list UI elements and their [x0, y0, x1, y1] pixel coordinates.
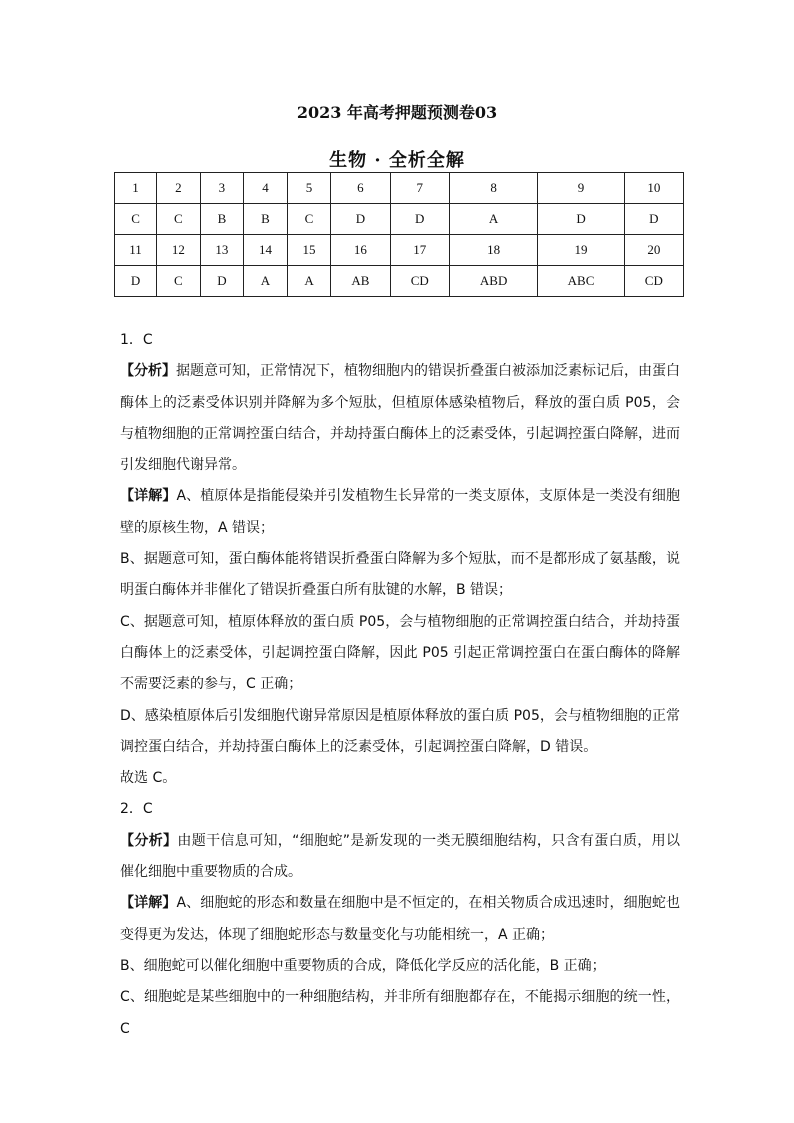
table-cell: 5	[287, 173, 331, 204]
table-cell: 17	[390, 235, 449, 266]
question-heading: 2．C	[120, 801, 153, 818]
table-row	[115, 204, 684, 235]
table-cell: D	[390, 204, 449, 235]
analysis-paragraph	[120, 356, 680, 481]
table-cell: CD	[390, 266, 449, 297]
table-cell: A	[244, 266, 288, 297]
table-cell: AB	[331, 266, 390, 297]
table-row	[115, 266, 684, 297]
detail-paragraph	[120, 481, 680, 544]
table-cell: 12	[157, 235, 201, 266]
analysis-text: 据题意可知，正常情况下，植物细胞内的错误折叠蛋白被添加泛素标记后，由蛋白酶体上的泛素受体识别并降解为多个短肽，但植原体感染植物后，释放的蛋白质 P05，会与植物细胞的正常调控蛋白结合，并劫持蛋白酶体上的泛素受体，引起调控蛋白降解，进而引发细胞代谢异常。	[120, 363, 680, 474]
document-subtitle: 生物 · 全析全解	[329, 150, 465, 171]
table-cell: 1	[115, 173, 157, 204]
table-cell: B	[244, 204, 288, 235]
detail-option-c: C、细胞蛇是某些细胞中的一种细胞结构，并非所有细胞都存在，不能揭示细胞的统一性，C	[120, 989, 680, 1037]
table-cell: 14	[244, 235, 288, 266]
detail-paragraph	[120, 888, 680, 951]
analysis-text: 由题干信息可知，“细胞蛇”是新发现的一类无膜细胞结构，只含有蛋白质，用以催化细胞中重要物质的合成。	[120, 832, 680, 881]
solution-body	[120, 325, 680, 1045]
answer-table	[114, 172, 684, 297]
table-cell: 16	[331, 235, 390, 266]
detail-option-c: C、据题意可知，植原体释放的蛋白质 P05，会与植物细胞的正常调控蛋白结合，并劫持蛋白酶体上的泛素受体，引起调控蛋白降解，因此 P05 引起正常调控蛋白在蛋白酶体的降解不需要泛素的参与，C 正确；	[120, 613, 680, 693]
detail-tag: 【详解】	[120, 895, 177, 912]
table-cell: D	[331, 204, 390, 235]
detail-option-d: D、感染植原体后引发细胞代谢异常原因是植原体释放的蛋白质 P05，会与植物细胞的正常调控蛋白结合，并劫持蛋白酶体上的泛素受体，引起调控蛋白降解，D 错误。	[120, 707, 680, 755]
table-cell: ABD	[449, 266, 538, 297]
table-cell: 19	[538, 235, 624, 266]
table-cell: 9	[538, 173, 624, 204]
table-cell: C	[157, 266, 201, 297]
table-cell: 3	[200, 173, 244, 204]
analysis-paragraph	[120, 826, 680, 889]
table-cell: 18	[449, 235, 538, 266]
table-cell: 6	[331, 173, 390, 204]
table-cell: D	[624, 204, 683, 235]
detail-option-a: A、细胞蛇的形态和数量在细胞中是不恒定的，在相关物质合成迅速时，细胞蛇也变得更为发达，体现了细胞蛇形态与数量变化与功能相统一，A 正确；	[120, 895, 681, 943]
table-cell: 13	[200, 235, 244, 266]
table-cell: 8	[449, 173, 538, 204]
detail-option-b: B、细胞蛇可以催化细胞中重要物质的合成，降低化学反应的活化能，B 正确；	[120, 957, 606, 974]
table-cell: B	[200, 204, 244, 235]
table-cell: 10	[624, 173, 683, 204]
detail-option-b: B、据题意可知，蛋白酶体能将错误折叠蛋白降解为多个短肽，而不是都形成了氨基酸，说明蛋白酶体并非催化了错误折叠蛋白所有肽键的水解，B 错误；	[120, 551, 680, 599]
analysis-tag: 【分析】	[120, 363, 176, 380]
conclusion: 故选 C。	[120, 770, 177, 787]
table-row	[115, 235, 684, 266]
table-cell: 7	[390, 173, 449, 204]
table-cell: C	[115, 204, 157, 235]
table-row	[115, 173, 684, 204]
table-cell: 4	[244, 173, 288, 204]
table-cell: ABC	[538, 266, 624, 297]
document-title: 2023 年高考押题预测卷03	[296, 103, 498, 122]
table-cell: 15	[287, 235, 331, 266]
table-cell: A	[449, 204, 538, 235]
table-cell: CD	[624, 266, 683, 297]
table-cell: A	[287, 266, 331, 297]
table-cell: D	[200, 266, 244, 297]
detail-option-a: A、植原体是指能侵染并引发植物生长异常的一类支原体，支原体是一类没有细胞壁的原核生物，A 错误；	[120, 488, 681, 536]
table-cell: 20	[624, 235, 683, 266]
analysis-tag: 【分析】	[120, 832, 178, 849]
table-cell: D	[115, 266, 157, 297]
table-cell: 11	[115, 235, 157, 266]
detail-tag: 【详解】	[120, 488, 177, 505]
table-cell: C	[157, 204, 201, 235]
table-cell: C	[287, 204, 331, 235]
question-heading: 1．C	[120, 332, 153, 348]
table-cell: D	[538, 204, 624, 235]
table-cell: 2	[157, 173, 201, 204]
